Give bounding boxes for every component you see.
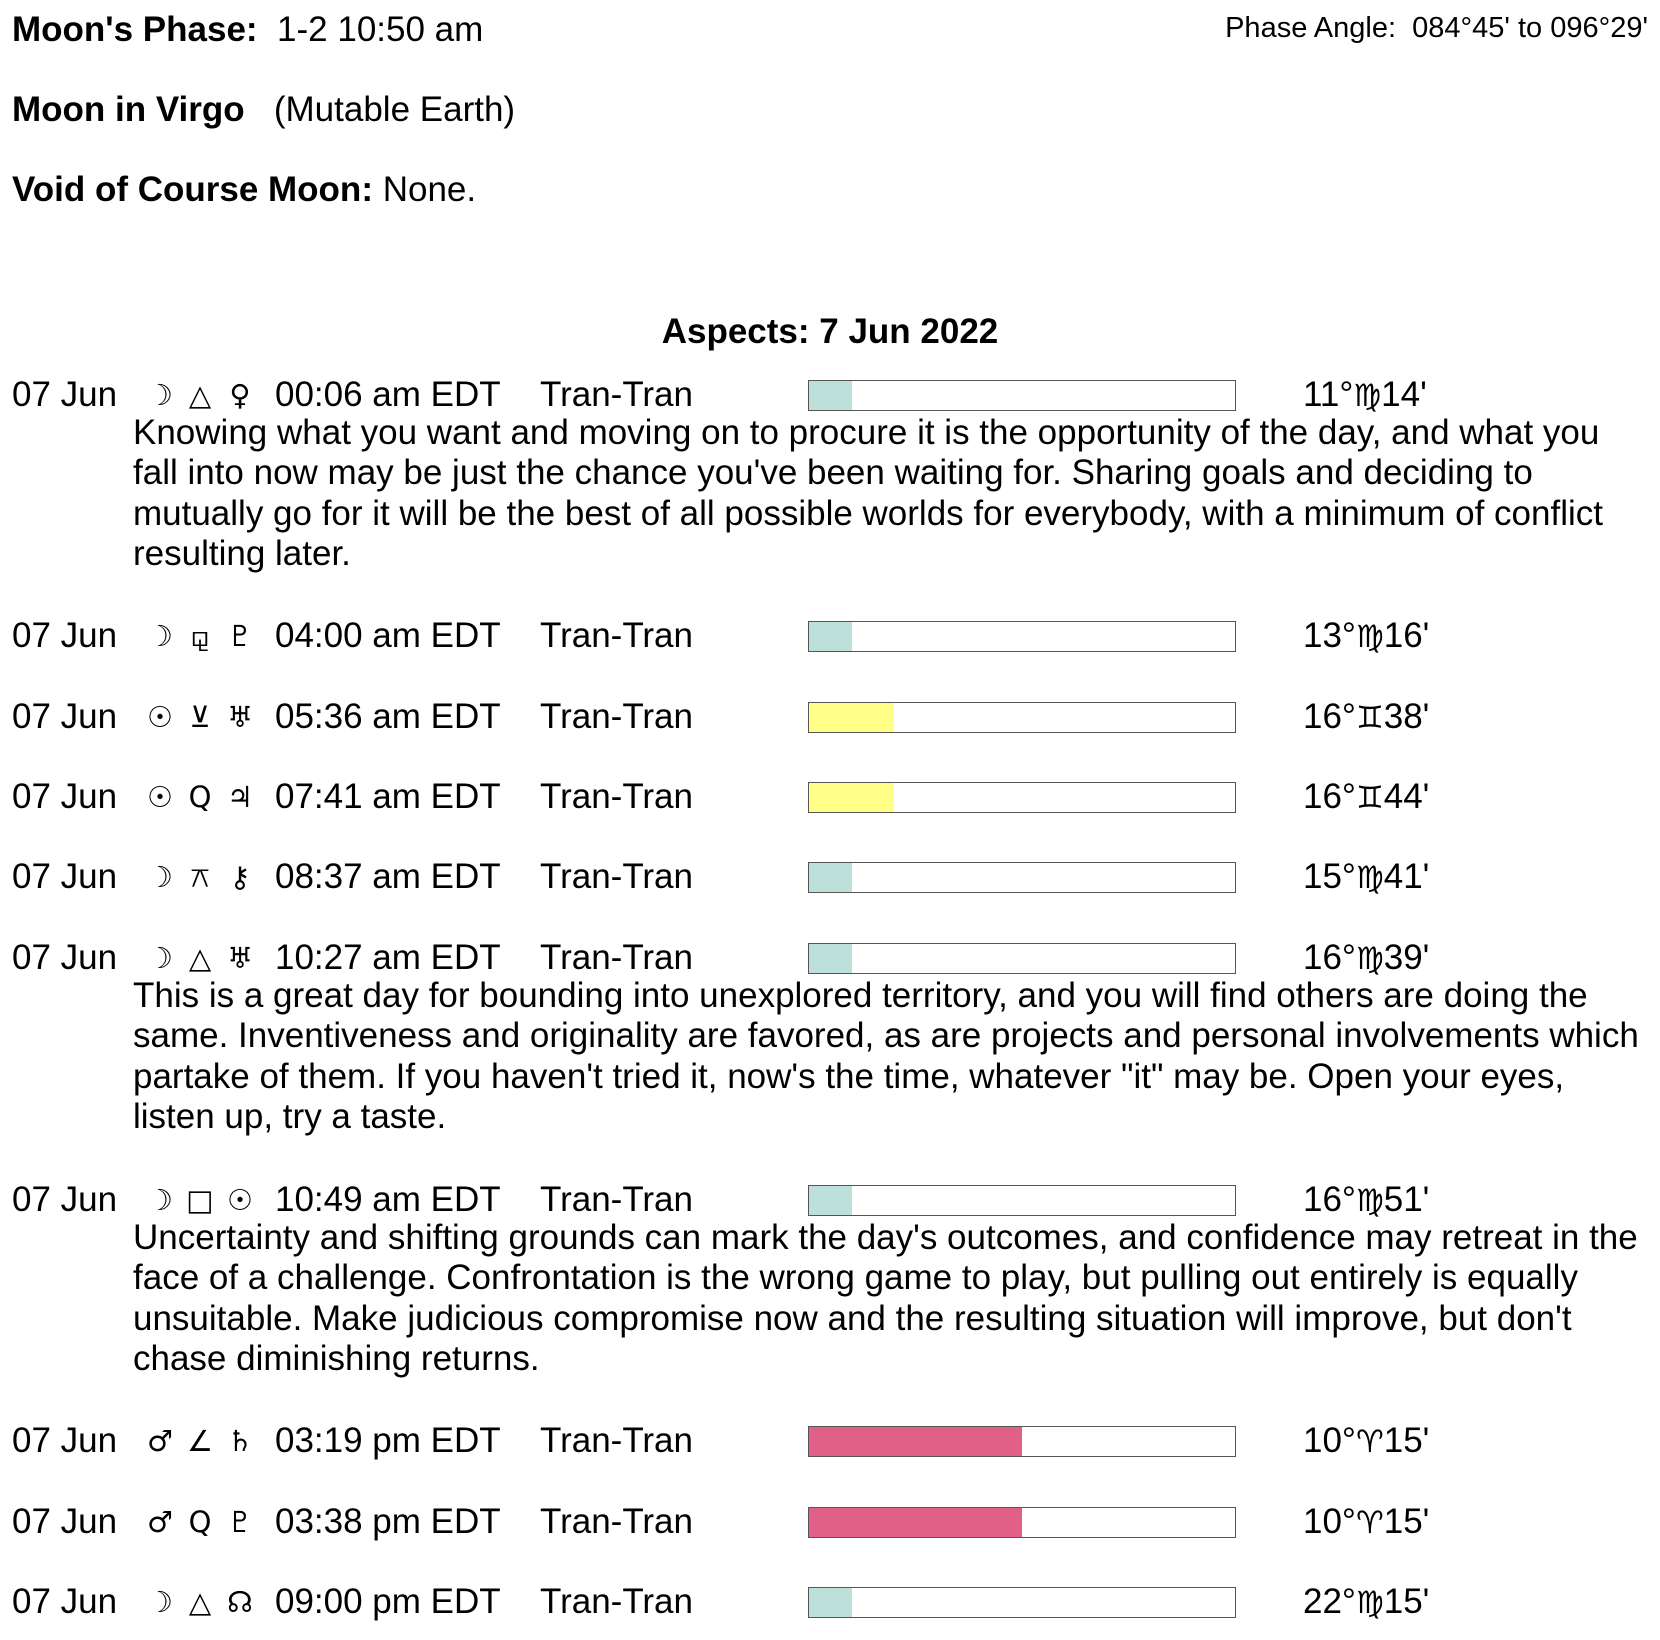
semisquare-icon: ∠ bbox=[187, 1424, 213, 1458]
aspect-degree: 16°♊38' bbox=[1303, 697, 1430, 736]
aspect-row bbox=[0, 695, 1660, 739]
aspect-type: Tran-Tran bbox=[540, 616, 693, 655]
aspect-row bbox=[0, 614, 1660, 658]
virgo-icon: ♍ bbox=[1355, 619, 1384, 655]
moon-phase-value: 1-2 10:50 am bbox=[277, 10, 484, 49]
aspect-symbols bbox=[143, 775, 258, 819]
aspect-degree: 22°♍15' bbox=[1303, 1582, 1430, 1621]
strength-bar bbox=[808, 862, 1236, 893]
strength-bar-fill bbox=[809, 703, 894, 732]
pluto-icon: ♇ bbox=[227, 619, 253, 653]
strength-bar bbox=[808, 943, 1236, 974]
aspect-date: 07 Jun bbox=[12, 1421, 118, 1460]
aspect-symbols bbox=[143, 1500, 258, 1544]
aspect-row bbox=[0, 855, 1660, 899]
trine-icon: △ bbox=[188, 941, 212, 975]
aspect-type: Tran-Tran bbox=[540, 1582, 693, 1621]
strength-bar bbox=[808, 621, 1236, 652]
phase-angle-label: Phase Angle: bbox=[1225, 12, 1397, 44]
strength-bar bbox=[808, 1587, 1236, 1618]
virgo-icon: ♍ bbox=[1355, 860, 1384, 896]
aspect-date: 07 Jun bbox=[12, 938, 118, 977]
aspect-degree: 10°♈15' bbox=[1303, 1502, 1430, 1541]
aspect-date: 07 Jun bbox=[12, 697, 118, 736]
virgo-icon: ♍ bbox=[1355, 1183, 1384, 1219]
aspect-row bbox=[0, 1419, 1660, 1463]
aspects-title: Aspects: 7 Jun 2022 bbox=[661, 312, 999, 351]
aspect-degree: 13°♍16' bbox=[1303, 616, 1430, 655]
aspect-time: 09:00 pm EDT bbox=[275, 1582, 501, 1621]
aspect-time: 03:19 pm EDT bbox=[275, 1421, 501, 1460]
aries-icon: ♈ bbox=[1355, 1424, 1384, 1460]
aspect-degree: 16°♍51' bbox=[1303, 1180, 1430, 1219]
pluto-icon: ♇ bbox=[227, 1505, 253, 1539]
strength-bar-fill bbox=[809, 1427, 1022, 1456]
mars-icon: ♂ bbox=[147, 1505, 173, 1539]
gemini-icon: ♊ bbox=[1355, 700, 1384, 736]
moon-phase-label: Moon's Phase: bbox=[12, 10, 258, 49]
square-icon: □ bbox=[186, 1183, 214, 1217]
strength-bar-fill bbox=[809, 783, 894, 812]
sun-icon: ☉ bbox=[147, 780, 173, 814]
moon-icon: ☽ bbox=[147, 860, 173, 894]
saturn-icon: ♄ bbox=[227, 1424, 253, 1458]
aspect-degree: 10°♈15' bbox=[1303, 1421, 1430, 1460]
voc-label: Void of Course Moon: bbox=[12, 170, 373, 209]
moon-sign-value: (Mutable Earth) bbox=[273, 90, 516, 129]
chiron-icon: ⚷ bbox=[229, 860, 251, 894]
strength-bar bbox=[808, 1185, 1236, 1216]
aspect-type: Tran-Tran bbox=[540, 697, 693, 736]
moon-icon: ☽ bbox=[147, 1183, 173, 1217]
aspect-degree: 16°♊44' bbox=[1303, 777, 1430, 816]
uranus-icon: ♅ bbox=[227, 700, 253, 734]
aspect-description: Uncertainty and shifting grounds can mark the day's outcomes, and confidence may retreat in the face of a challenge. Confrontation is the wrong game to play, but pulling out entirely is equally unsuitable. Make judicious compromise now and the resulting situation will improve, but don't chase diminishing returns. bbox=[133, 1218, 1638, 1378]
aspect-time: 03:38 pm EDT bbox=[275, 1502, 501, 1541]
strength-bar bbox=[808, 1426, 1236, 1457]
strength-bar-fill bbox=[809, 622, 852, 651]
aspect-row bbox=[0, 1178, 1660, 1222]
jupiter-icon: ♃ bbox=[227, 780, 253, 814]
gemini-icon: ♊ bbox=[1355, 780, 1384, 816]
aspect-degree: 15°♍41' bbox=[1303, 857, 1430, 896]
sun-icon: ☉ bbox=[227, 1183, 253, 1217]
aspect-degree: 16°♍39' bbox=[1303, 938, 1430, 977]
moon-phase bbox=[12, 10, 483, 50]
strength-bar-fill bbox=[809, 1508, 1022, 1537]
aspect-type: Tran-Tran bbox=[540, 1180, 693, 1219]
aspect-date: 07 Jun bbox=[12, 616, 118, 655]
moon-icon: ☽ bbox=[147, 378, 173, 412]
aspect-date: 07 Jun bbox=[12, 777, 118, 816]
quincunx-icon: ⚻ bbox=[190, 860, 210, 894]
aspect-row bbox=[0, 775, 1660, 819]
aspect-symbols bbox=[143, 936, 258, 980]
aspect-symbols bbox=[143, 614, 258, 658]
aspect-time: 00:06 am EDT bbox=[275, 375, 501, 414]
strength-bar-fill bbox=[809, 1588, 852, 1617]
aspect-symbols bbox=[143, 855, 258, 899]
uranus-icon: ♅ bbox=[227, 941, 253, 975]
aspect-time: 05:36 am EDT bbox=[275, 697, 501, 736]
aspect-row bbox=[0, 936, 1660, 980]
aspect-time: 07:41 am EDT bbox=[275, 777, 501, 816]
trine-icon: △ bbox=[188, 378, 212, 412]
venus-icon: ♀ bbox=[229, 378, 251, 412]
moon-icon: ☽ bbox=[147, 1585, 173, 1619]
aspect-type: Tran-Tran bbox=[540, 1502, 693, 1541]
aspect-date: 07 Jun bbox=[12, 857, 118, 896]
void-of-course bbox=[12, 170, 476, 210]
aspect-symbols bbox=[143, 373, 258, 417]
strength-bar-fill bbox=[809, 944, 852, 973]
aspect-type: Tran-Tran bbox=[540, 938, 693, 977]
aspect-date: 07 Jun bbox=[12, 1180, 118, 1219]
semisextile-icon: ⊻ bbox=[189, 700, 211, 734]
aspect-time: 08:37 am EDT bbox=[275, 857, 501, 896]
strength-bar bbox=[808, 1507, 1236, 1538]
moon-sign bbox=[12, 90, 515, 130]
aspect-symbols bbox=[143, 1580, 258, 1624]
aspect-degree: 11°♍14' bbox=[1303, 375, 1427, 414]
aspect-type: Tran-Tran bbox=[540, 375, 693, 414]
aspect-date: 07 Jun bbox=[12, 375, 118, 414]
virgo-icon: ♍ bbox=[1355, 1585, 1384, 1621]
moon-icon: ☽ bbox=[147, 941, 173, 975]
virgo-icon: ♍ bbox=[1355, 941, 1384, 977]
strength-bar bbox=[808, 380, 1236, 411]
quintile-icon: Q bbox=[188, 780, 212, 814]
aspect-date: 07 Jun bbox=[12, 1502, 118, 1541]
aspect-date: 07 Jun bbox=[12, 1582, 118, 1621]
aspect-symbols bbox=[143, 695, 258, 739]
aspect-symbols bbox=[143, 1178, 258, 1222]
virgo-icon: ♍ bbox=[1353, 378, 1382, 414]
aspect-time: 04:00 am EDT bbox=[275, 616, 501, 655]
aspect-time: 10:49 am EDT bbox=[275, 1180, 501, 1219]
phase-angle bbox=[1225, 12, 1648, 45]
aspect-type: Tran-Tran bbox=[540, 857, 693, 896]
aspect-time: 10:27 am EDT bbox=[275, 938, 501, 977]
sesquiquadrate-icon: ⚼ bbox=[189, 619, 211, 653]
strength-bar bbox=[808, 702, 1236, 733]
trine-icon: △ bbox=[188, 1585, 212, 1619]
aspect-description: Knowing what you want and moving on to procure it is the opportunity of the day, and what you fall into now may be just the chance you've been waiting for. Sharing goals and deciding to mutually go for it will be the best of all possible worlds for everybody, with a minimum of conflict resulting later. bbox=[133, 413, 1603, 573]
aspect-description: This is a great day for bounding into unexplored territory, and you will find others are doing the same. Inventiveness and originality are favored, as are projects and personal involvements which partake of them. If you haven't tried it, now's the time, whatever "it" may be. Open your eyes, listen up, try a taste. bbox=[133, 976, 1639, 1136]
aspect-row bbox=[0, 373, 1660, 417]
moon-sign-label: Moon in Virgo bbox=[12, 90, 245, 129]
strength-bar-fill bbox=[809, 381, 852, 410]
moon-icon: ☽ bbox=[147, 619, 173, 653]
sun-icon: ☉ bbox=[147, 700, 173, 734]
aspect-row bbox=[0, 1500, 1660, 1544]
north-node-icon: ☊ bbox=[227, 1585, 253, 1619]
quintile-icon: Q bbox=[188, 1505, 212, 1539]
strength-bar-fill bbox=[809, 863, 852, 892]
phase-angle-value: 084°45' to 096°29' bbox=[1412, 12, 1648, 44]
aspect-type: Tran-Tran bbox=[540, 777, 693, 816]
voc-value: None. bbox=[382, 170, 477, 209]
aries-icon: ♈ bbox=[1355, 1505, 1384, 1541]
mars-icon: ♂ bbox=[147, 1424, 173, 1458]
strength-bar-fill bbox=[809, 1186, 852, 1215]
aspect-type: Tran-Tran bbox=[540, 1421, 693, 1460]
aspect-row bbox=[0, 1580, 1660, 1624]
strength-bar bbox=[808, 782, 1236, 813]
aspect-symbols bbox=[143, 1419, 258, 1463]
